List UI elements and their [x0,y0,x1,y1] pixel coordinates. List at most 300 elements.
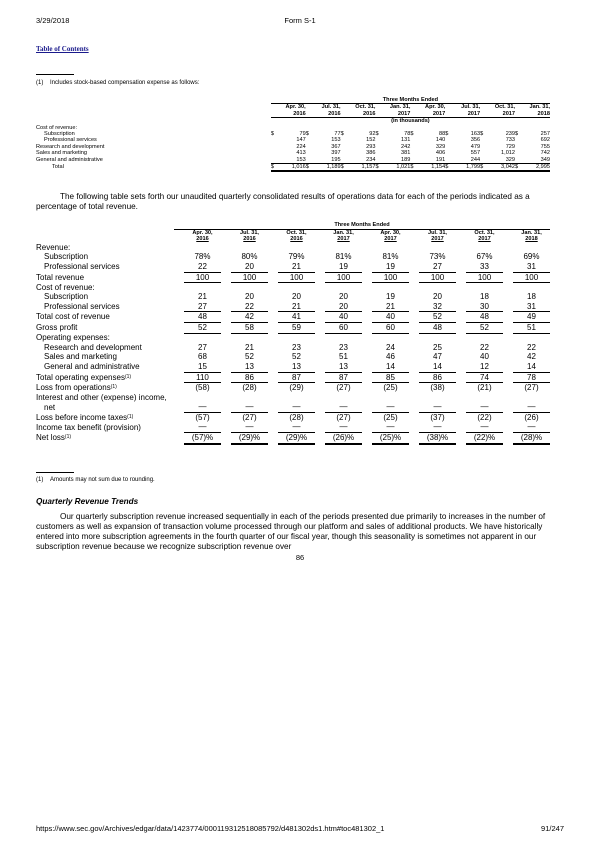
table-row [36,433,550,444]
cell-value: 191 [418,157,445,164]
cell-value: (57)% [184,433,221,444]
cell-value: 100 [231,272,268,283]
cell-value: 692 [540,137,550,144]
cell-value: 100 [513,272,550,283]
cell-value: (26)% [325,433,362,444]
cell-value: 755 [540,143,550,150]
column-header: Apr. 30, [285,104,306,111]
column-header: 2017 [478,236,491,243]
row-label: Professional services [44,137,97,144]
cell-value: 31 [513,302,550,312]
table-row [36,393,550,403]
page-header [36,16,564,28]
row-label-text: Professional services [44,302,120,312]
row-label [36,262,174,272]
cell-value: — [372,422,409,432]
table-row [36,157,550,164]
column-header: 2017 [431,236,444,243]
cell-value: 27 [198,342,207,352]
cell-value: 51 [513,323,550,334]
cell-value: 406 [435,150,446,157]
cell-value: 81% [335,252,352,262]
table-row [36,333,550,343]
cell-value: 25 [433,342,442,352]
cell-value: 152 [366,137,376,144]
cell-value: (22) [477,412,492,422]
cell-value: 23 [339,342,348,352]
cell-value: 22 [184,262,221,272]
cell-value: 20 [325,302,362,312]
cell-value: — [419,422,456,432]
cell-value: 31 [513,262,550,272]
cell-value: 21 [198,292,207,302]
cell-value: (25)% [372,433,409,444]
row-label [36,362,174,372]
cell-value: 1,154 [418,164,445,172]
footnote-ref: (1) [64,434,72,441]
row-label-text: Total operating expenses [36,372,125,382]
row-label [36,433,174,444]
cell-value: 87 [325,372,362,383]
cell-value: 52 [184,323,221,334]
cell-value: (25) [383,412,398,422]
column-header: Jul. 31, [321,104,341,111]
row-label [36,292,174,302]
footnote-2 [36,477,155,483]
row-label-text: General and administrative [44,362,140,372]
total-row: Total $ 1,016 $ 1,189 $ 1,157 $ 1,021 $ 1,154 $ 1,799 $ 3,042 $ 2,995 [36,164,550,172]
intro-paragraph: The following table sets forth our unaudited quarterly consolidated results of operations data for each of the periods indicated as a percentage of total revenue. [36,192,530,211]
cell-value: — [325,422,362,432]
cell-value: 21 [278,302,315,312]
cell-value: (27) [524,383,539,393]
stock-compensation-table [36,97,550,172]
cell-value: 42 [231,312,268,323]
footer-page-count: 91/247 [541,824,564,833]
row-label-text: Interest and other (expense) income, [36,392,167,402]
cell-value: (27) [242,412,257,422]
table-row [36,402,550,412]
cell-value: 100 [419,272,456,283]
cell-value: 100 [466,272,503,283]
column-header: 2018 [515,111,550,118]
row-label [36,393,174,403]
column-header: 2016 [196,236,209,243]
cell-value: 51 [339,352,348,362]
cell-value: (29)% [278,433,315,444]
cell-value: (21) [477,383,492,393]
row-label-text: Total cost of revenue [36,312,110,322]
print-date: 3/29/2018 [36,16,70,25]
cell-value: 69% [523,252,540,262]
cell-value: — [231,402,268,412]
column-header: 2016 [290,236,303,243]
table-row [36,292,550,302]
cell-value: 20 [339,292,348,302]
cell-value: 195 [314,157,341,164]
row-label [36,343,174,353]
cell-value: 86 [231,372,268,383]
row-label-text: Professional services [44,262,120,272]
cell-value: 59 [278,323,315,334]
row-label [36,312,174,323]
cell-value: 1,189 [314,164,341,172]
cell-value: — [513,402,550,412]
row-label [36,323,174,334]
cell-value: 15 [184,362,221,372]
column-header: Jan. 31, [333,229,354,236]
cell-value: (38)% [419,433,456,444]
cell-value: 77 [334,131,341,138]
section-label: Cost of revenue: [36,124,78,131]
cell-value: 397 [331,150,341,157]
cell-value: 30 [466,302,503,312]
footnote-2-number: (1) [36,477,44,483]
cell-value: (26) [524,412,539,422]
cell-value: 18 [527,292,536,302]
column-header: Jan. 31, [521,229,542,236]
cell-value: 88 [439,131,446,138]
cell-value: — [184,422,221,432]
cell-value: (29) [289,383,304,393]
footnote-rule-2 [36,472,74,473]
cell-value: (27) [336,383,351,393]
row-label-text: Cost of revenue: [36,282,95,292]
cell-value: 78% [194,252,211,262]
column-header: Jul. 31, [428,229,447,236]
cell-value: 40 [372,312,409,323]
cell-value: 733 [505,137,516,144]
table-row [36,272,550,283]
cell-value: 22 [480,342,489,352]
table-row [36,362,550,372]
cell-value: 40 [325,312,362,323]
cell-value: 81% [382,252,399,262]
row-label-text: Net loss [36,433,65,443]
cell-value: 293 [366,143,376,150]
footnote-2-text: Amounts may not sum due to rounding. [50,477,155,483]
cell-value: 14 [419,362,456,372]
cell-value: 147 [296,137,306,144]
row-label [36,302,174,312]
row-label-text: Revenue: [36,242,71,252]
cell-value: (29)% [231,433,268,444]
cell-value: 2,995 [523,164,550,172]
cell-value: 729 [505,143,516,150]
footnote-1 [36,80,200,86]
table-row [36,262,550,272]
column-header: Apr. 30, [380,229,401,236]
row-label-text: Subscription [44,252,89,262]
row-label [36,243,174,253]
cell-value: (58) [195,383,210,393]
cell-value: — [325,402,362,412]
cell-value: 14 [372,362,409,372]
cell-value: 48 [419,323,456,334]
column-header: Oct. 31, [355,104,376,111]
table-row [36,343,550,353]
cell-value: 100 [372,272,409,283]
cell-value: 356 [470,137,481,144]
cell-value: 329 [488,157,515,164]
cell-value: 329 [435,143,446,150]
cell-value: 79 [299,131,306,138]
cell-value: 244 [453,157,480,164]
table-row [36,352,550,362]
unit-header: (in thousands) [391,118,430,125]
row-label [36,252,174,262]
cell-value: 23 [292,342,301,352]
cell-value: 49 [513,312,550,323]
column-header: Oct. 31, [286,229,307,236]
cell-value: 163 [470,131,481,138]
column-header: Apr. 30, [425,104,446,111]
cell-value: — [184,402,221,412]
cell-value: — [419,402,456,412]
row-label-text: Total revenue [36,272,85,282]
cell-value: 85 [372,372,409,383]
column-header: 2017 [337,236,350,243]
cell-value: 20 [245,292,254,302]
cell-value: 13 [325,362,362,372]
cell-value: 27 [419,262,456,272]
row-label [36,372,174,383]
cell-value: 60 [325,323,362,334]
cell-value: 67% [476,252,493,262]
cell-value: 22 [231,302,268,312]
column-header: Oct. 31, [494,104,516,111]
footnote-1-number: (1) [36,80,44,86]
row-label [36,283,174,293]
footer-url: https://www.sec.gov/Archives/edgar/data/1423774/000119312518085792/d481302ds1.htm#toc481302_1 [36,824,385,833]
column-header: 2017 [445,111,480,118]
cell-value: (57) [195,412,210,422]
cell-value: 1,016 [279,164,306,172]
column-header: 2017 [375,111,410,118]
cell-value: 42 [527,352,536,362]
cell-value: 100 [278,272,315,283]
cell-value: 48 [466,312,503,323]
row-label: Total [52,164,64,171]
table-row [36,383,550,393]
cell-value: 22 [527,342,536,352]
column-header: Apr. 30, [192,229,213,236]
cell-value: 153 [279,157,306,164]
cell-value: — [466,422,503,432]
cell-value: 19 [325,262,362,272]
cell-value: 33 [466,262,503,272]
footnote-1-text: Includes stock-based compensation expense as follows: [50,80,200,86]
cell-value: 78 [513,372,550,383]
cell-value: 140 [435,137,446,144]
row-label [36,383,174,393]
group-header: Three Months Ended [271,97,550,104]
cell-value: 21 [245,342,254,352]
cell-value: 52 [292,352,301,362]
column-header: Jan. 31, [529,104,550,111]
table-of-contents-link[interactable]: Table of Contents [36,45,89,53]
cell-value: (37) [430,412,445,422]
row-label [36,402,174,412]
revenue-trends-paragraph: Our quarterly subscription revenue increased sequentially in each of the periods presented due primarily to increases in the number of customers as well as expansion of transaction volume processed through our platform and sales of additional products. We have historically entered into more subscription agreements in the fourth quarter of our fiscal year, though this seasonality is sometimes not apparent in our subscription revenue because we recognize subscription revenue over [36,512,546,551]
cell-value: 1,021 [383,164,410,172]
table-row [36,243,550,253]
table-row: Subscription $ 79 $ 77 $ 92 $ 78 $ 88 $ 163 $ 239 $ 257 [36,131,550,137]
cell-value: 21 [278,262,315,272]
cell-value: 60 [372,323,409,334]
row-label [36,352,174,362]
cell-value: 234 [349,157,376,164]
cell-value: 242 [401,143,411,150]
cell-value: — [513,422,550,432]
cell-value: 742 [540,150,550,157]
cell-value: 153 [331,137,341,144]
cell-value: 74 [466,372,503,383]
cell-value: 48 [184,312,221,323]
form-title: Form S-1 [284,16,316,25]
cell-value: 12 [466,362,503,372]
cell-value: 52 [419,312,456,323]
row-label: Subscription [44,131,75,138]
cell-value: 20 [231,262,268,272]
cell-value: 52 [466,323,503,334]
cell-value: (27) [336,412,351,422]
cell-value: 3,042 [488,164,515,172]
row-label-text: Subscription [44,292,89,302]
column-header: 2017 [480,111,515,118]
column-header: Oct. 31, [474,229,495,236]
cell-value: 386 [366,150,376,157]
footnote-ref: (1) [110,383,117,390]
cell-value: 349 [523,157,550,164]
section-title: Quarterly Revenue Trends [36,497,139,506]
column-header: 2017 [384,236,397,243]
cell-value: (28) [242,383,257,393]
cell-value: 27 [184,302,221,312]
row-label [36,272,174,283]
cell-value: 367 [331,143,341,150]
column-header: 2016 [271,111,306,118]
cell-value: 21 [372,302,409,312]
cell-value: 68 [198,352,207,362]
row-label-text: Operating expenses: [36,333,110,343]
footnote-ref: (1) [127,413,134,420]
table-row [36,283,550,293]
cell-value: 32 [419,302,456,312]
page-footer [36,824,564,833]
cell-value: 557 [470,150,481,157]
cell-value: (28)% [513,433,550,444]
cell-value: 92 [369,131,376,138]
column-header: Jul. 31, [240,229,259,236]
cell-value: 13 [231,362,268,372]
cell-value: 20 [433,292,442,302]
cell-value: 52 [245,352,254,362]
cell-value: 381 [401,150,411,157]
row-label: Sales and marketing [36,150,87,157]
cell-value: 1,012 [501,150,516,157]
cell-value: 80% [241,252,258,262]
row-label-text: Loss from operations [36,382,111,392]
cell-value: 73% [429,252,446,262]
cell-value: 24 [386,342,395,352]
cell-value: 58 [231,323,268,334]
cell-value: 40 [480,352,489,362]
cell-value: 131 [401,137,411,144]
cell-value: 1,157 [349,164,376,172]
column-header: 2016 [306,111,341,118]
column-header: Jan. 31, [389,104,411,111]
cell-value: 19 [372,262,409,272]
row-label [36,412,174,422]
cell-value: 47 [433,352,442,362]
table-row [36,422,550,432]
cell-value: 100 [325,272,362,283]
group-header: Three Months Ended [174,222,550,229]
table-row [36,323,550,334]
cell-value: 1,799 [453,164,480,172]
cell-value: 18 [480,292,489,302]
row-label: General and administrative [36,156,103,163]
row-label-text: Research and development [44,342,142,352]
cell-value: 79% [288,252,305,262]
row-label-text: net [44,402,56,412]
cell-value: 413 [296,150,306,157]
table-row [36,302,550,312]
cell-value: — [372,402,409,412]
cell-value: 41 [278,312,315,323]
row-label [36,422,174,432]
cell-value: 479 [470,143,481,150]
column-header: 2017 [410,111,445,118]
row-label: Research and development [36,143,105,150]
cell-value: 20 [292,292,301,302]
row-label-text: Loss before income taxes [36,412,128,422]
cell-value: 224 [296,143,306,150]
column-header: 2018 [525,236,538,243]
cell-value: (22)% [466,433,503,444]
cell-value: 78 [404,131,411,138]
row-label-text: Income tax benefit (provision) [36,422,141,432]
quarterly-percent-table [36,222,550,445]
cell-value: (25) [383,383,398,393]
row-label [36,333,174,343]
cell-value: — [231,422,268,432]
cell-value: 110 [184,372,221,383]
cell-value: (38) [430,383,445,393]
cell-value: 87 [278,372,315,383]
table-row [36,412,550,422]
cell-value: 100 [184,272,221,283]
cell-value: 13 [278,362,315,372]
column-header: Jul. 31, [461,104,481,111]
footnote-rule [36,74,74,75]
cell-value: — [466,402,503,412]
table-row [36,312,550,323]
cell-value: — [278,422,315,432]
footnote-ref: (1) [124,373,132,380]
column-header: 2016 [341,111,376,118]
table-row [36,372,550,383]
column-header: 2016 [243,236,256,243]
row-label-text: Sales and marketing [44,352,117,362]
cell-value: 86 [419,372,456,383]
cell-value: 189 [383,157,410,164]
table-row [36,252,550,262]
cell-value: 19 [386,292,395,302]
cell-value: 46 [386,352,395,362]
cell-value: 14 [513,362,550,372]
